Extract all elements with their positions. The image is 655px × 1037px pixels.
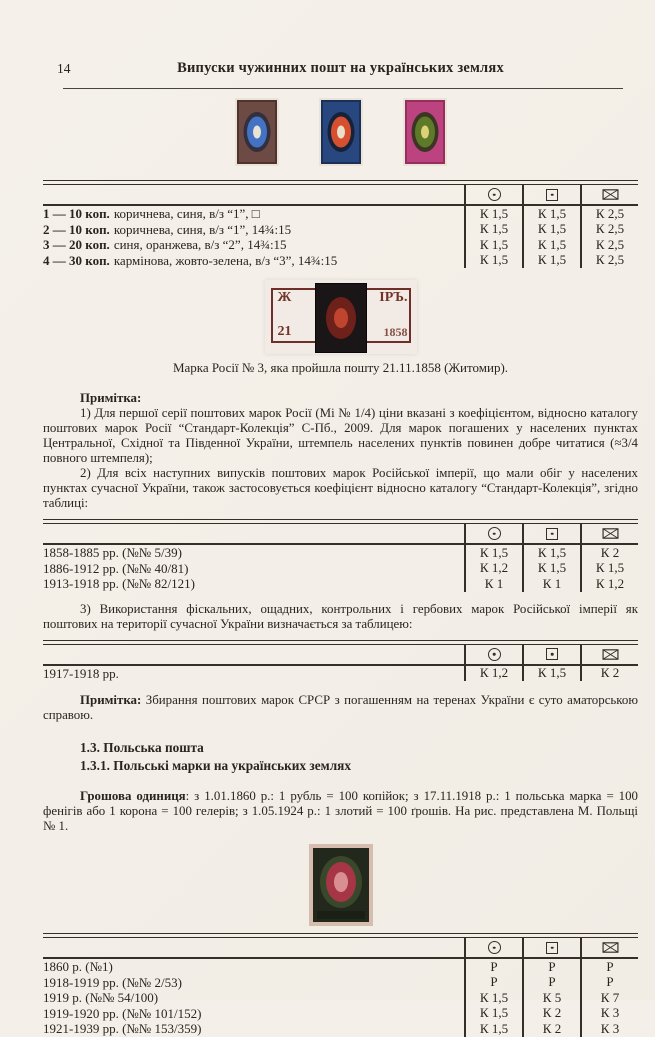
price-cell: К 3 — [580, 1006, 638, 1022]
table-row — [43, 990, 638, 1006]
period-label: 1921-1939 рр. (№№ 153/359) — [43, 1021, 202, 1036]
price-cell: К 2 — [580, 666, 638, 682]
fiscal-stamps-table — [43, 640, 638, 682]
table-row — [43, 237, 638, 253]
price-cell: Р — [522, 975, 580, 991]
circle-dot-icon — [488, 648, 501, 661]
period-label: 1913-1918 рр. (№№ 82/121) — [43, 576, 195, 591]
eagle-emblem — [334, 308, 348, 328]
price-cell: К 1,5 — [522, 253, 580, 269]
period-label: 1886-1912 рр. (№№ 40/81) — [43, 560, 189, 576]
price-cell: К 1 — [522, 576, 580, 592]
price-cell: К 1,5 — [464, 237, 522, 253]
poland-stamp-1-image — [310, 845, 372, 925]
note-text: Збирання поштових марок СРСР з погашенням на теренах України є суто аматорською справою. — [43, 693, 638, 722]
postmark-text: ІРЪ. — [379, 290, 408, 305]
column-on-cover — [580, 938, 638, 957]
page-number: 14 — [57, 61, 71, 76]
table-row — [43, 666, 638, 682]
square-dot-icon — [546, 942, 558, 954]
table-header-spacer — [43, 645, 464, 664]
table-body — [43, 666, 638, 682]
section-headings — [43, 739, 638, 775]
table-header-spacer — [43, 938, 464, 957]
price-cell: Р — [580, 959, 638, 975]
page-title: Випуски чужинних пошт на українських землях — [177, 60, 504, 76]
column-on-piece — [522, 185, 580, 204]
stamp-image-30kop-carmine-green — [405, 100, 445, 164]
table-row — [43, 561, 638, 577]
period-label: 1918-1919 рр. (№№ 2/53) — [43, 974, 182, 990]
currency-text: : з 1.01.1860 р.: 1 рубль = 100 копійок; з 17.11.1918 р.: 1 польська марка = 100 фенігів або 1 корона = 100 гелерів; з 1.05.1924 р.: 1 злотий = 100 ґрошів. На рис. представлена М. Польщі № 1. — [43, 789, 638, 833]
table-body — [43, 206, 638, 268]
price-cell: К 1,2 — [464, 561, 522, 577]
notes-block — [43, 391, 638, 511]
table-body — [43, 959, 638, 1037]
russia-stamp-3-image — [315, 283, 367, 353]
note-heading-label: Примітка: — [80, 391, 142, 405]
table-row — [43, 1006, 638, 1022]
note-item-3: 3) Використання фіскальних, ощадних, контрольних і гербових марок Російської імперії як поштових на території сучасної України визначається за таблицею: — [43, 601, 638, 631]
column-on-piece — [522, 524, 580, 543]
price-cell: К 1,5 — [522, 222, 580, 238]
postmark-text: Ж — [277, 290, 292, 305]
figure-caption: Марка Росії № 3, яка пройшла пошту 21.11.1858 (Житомир). — [172, 360, 509, 375]
zhytomyr-cover-image — [265, 280, 417, 354]
entry-number: 4 — 30 коп. — [43, 252, 110, 268]
table-row — [43, 1021, 638, 1037]
section-1-3-1: 1.3.1. Польські марки на українських землях — [80, 758, 351, 773]
price-cell: К 1,5 — [464, 990, 522, 1006]
price-cell: К 2,5 — [580, 222, 638, 238]
entry-desc: кармінова, жовто-зелена, в/з “3”, 14¾:15 — [113, 252, 338, 268]
circle-dot-icon — [488, 941, 501, 954]
poland-price-table — [43, 933, 638, 1037]
column-on-piece — [522, 645, 580, 664]
price-cell: К 1,5 — [464, 206, 522, 222]
price-cell: К 2,5 — [580, 253, 638, 269]
note-heading — [43, 391, 638, 406]
entry-number: 1 — 10 коп. — [43, 206, 110, 221]
period-label: 1858-1885 рр. (№№ 5/39) — [43, 545, 182, 560]
period-label: 1917-1918 рр. — [43, 665, 119, 681]
table-header-spacer — [43, 524, 464, 543]
column-used — [464, 938, 522, 957]
price-cell: К 1,5 — [522, 206, 580, 222]
stamp-image-20kop-blue-orange — [321, 100, 361, 164]
column-on-piece — [522, 938, 580, 957]
column-on-cover — [580, 524, 638, 543]
eagle-emblem — [334, 872, 348, 892]
column-used — [464, 185, 522, 204]
table-body — [43, 545, 638, 592]
period-label: 1860 р. (№1) — [43, 959, 113, 974]
envelope-icon — [602, 189, 619, 200]
circle-dot-icon — [488, 188, 501, 201]
entry-desc: коричнева, синя, в/з “1”, 14¾:15 — [113, 221, 292, 237]
column-used — [464, 524, 522, 543]
table-header-row — [43, 185, 638, 206]
currency-lead: Грошова одиниця — [80, 789, 186, 803]
envelope-icon — [602, 649, 619, 660]
price-cell: К 1,5 — [522, 561, 580, 577]
column-on-cover — [580, 185, 638, 204]
price-cell: К 1,5 — [464, 222, 522, 238]
price-cell: К 2 — [522, 1021, 580, 1037]
table-header-spacer — [43, 185, 464, 204]
amateur-note — [43, 693, 638, 723]
stamp-images-row — [43, 100, 638, 166]
price-cell: К 1,2 — [464, 666, 522, 682]
period-label: 1919 р. (№№ 54/100) — [43, 990, 159, 1005]
header-rule — [63, 88, 623, 89]
price-cell: К 5 — [522, 990, 580, 1006]
entry-desc: синя, оранжева, в/з “2”, 14¾:15 — [113, 237, 287, 252]
note-item-2: 2) Для всіх наступних випусків поштових марок Російської імперії, що мали обіг у населених пунктах сучасної України, також застосовується коефіцієнт відносно каталогу “Стандарт-Колекція”, згідно таблиці: — [43, 466, 638, 510]
envelope-icon — [602, 942, 619, 953]
price-cell: К 1,5 — [464, 253, 522, 269]
price-cell: К 1,5 — [464, 1006, 522, 1022]
stamp-entry — [43, 222, 464, 238]
entry-number: 3 — 20 коп. — [43, 237, 110, 252]
table-row — [43, 206, 638, 222]
postmark-text: 1858 — [383, 325, 408, 339]
note-item-1: 1) Для першої серії поштових марок Росії (Мі № 1/4) ціни вказані з коефіцієнтом, відносно каталогу поштових марок Росії “Стандарт-Колекція” С-Пб., 2009. Для марок погашених у населених пунктах Центральної, Східної та Південної України, штемпель населених пунктів повинен добре читатися (≈3/4 повного штемпеля); — [43, 406, 638, 465]
table-row — [43, 545, 638, 561]
price-cell: К 1,5 — [522, 237, 580, 253]
stamp-label-band — [317, 911, 365, 919]
price-cell: К 1,5 — [464, 1021, 522, 1037]
column-used — [464, 645, 522, 664]
note-heading-label: Примітка: — [80, 693, 142, 707]
price-cell: К 2 — [580, 545, 638, 561]
price-cell: К 1,5 — [464, 545, 522, 561]
price-cell: К 2,5 — [580, 206, 638, 222]
price-cell: К 3 — [580, 1021, 638, 1037]
currency-paragraph — [43, 789, 638, 834]
price-cell: Р — [522, 959, 580, 975]
table-header-row — [43, 938, 638, 959]
price-cell: К 2 — [522, 1006, 580, 1022]
stamp-image-10kop-brown-blue — [237, 100, 277, 164]
eagle-emblem — [253, 126, 261, 139]
period-label: 1919-1920 рр. (№№ 101/152) — [43, 1005, 202, 1021]
eagle-emblem — [337, 126, 345, 139]
stamp-entry — [43, 253, 464, 269]
column-on-cover — [580, 645, 638, 664]
price-cell: Р — [464, 975, 522, 991]
table-row — [43, 975, 638, 991]
coefficient-table-russia — [43, 519, 638, 592]
square-dot-icon — [546, 528, 558, 540]
square-dot-icon — [546, 648, 558, 660]
section-1-3: 1.3. Польська пошта — [80, 740, 204, 755]
price-cell: Р — [580, 975, 638, 991]
price-cell: К 1,5 — [522, 545, 580, 561]
envelope-icon — [602, 528, 619, 539]
price-table-first-series — [43, 180, 638, 268]
table-row — [43, 222, 638, 238]
price-cell: Р — [464, 959, 522, 975]
table-header-row — [43, 645, 638, 666]
table-header-row — [43, 524, 638, 545]
stamp-entry — [43, 206, 464, 222]
stamp-entry — [43, 237, 464, 253]
table-row — [43, 959, 638, 975]
page-content — [43, 60, 638, 1037]
table-row — [43, 576, 638, 592]
entry-number: 2 — 10 коп. — [43, 221, 110, 237]
table-row — [43, 253, 638, 269]
circle-dot-icon — [488, 527, 501, 540]
page-header — [43, 60, 638, 78]
price-cell: К 1,5 — [522, 666, 580, 682]
price-cell: К 1,2 — [580, 576, 638, 592]
entry-desc: коричнева, синя, в/з “1”, □ — [113, 206, 260, 221]
price-cell: К 1,5 — [580, 561, 638, 577]
square-dot-icon — [546, 189, 558, 201]
eagle-emblem — [421, 126, 429, 139]
price-cell: К 2,5 — [580, 237, 638, 253]
price-cell: К 7 — [580, 990, 638, 1006]
postmark-text: 21 — [277, 324, 292, 339]
price-cell: К 1 — [464, 576, 522, 592]
